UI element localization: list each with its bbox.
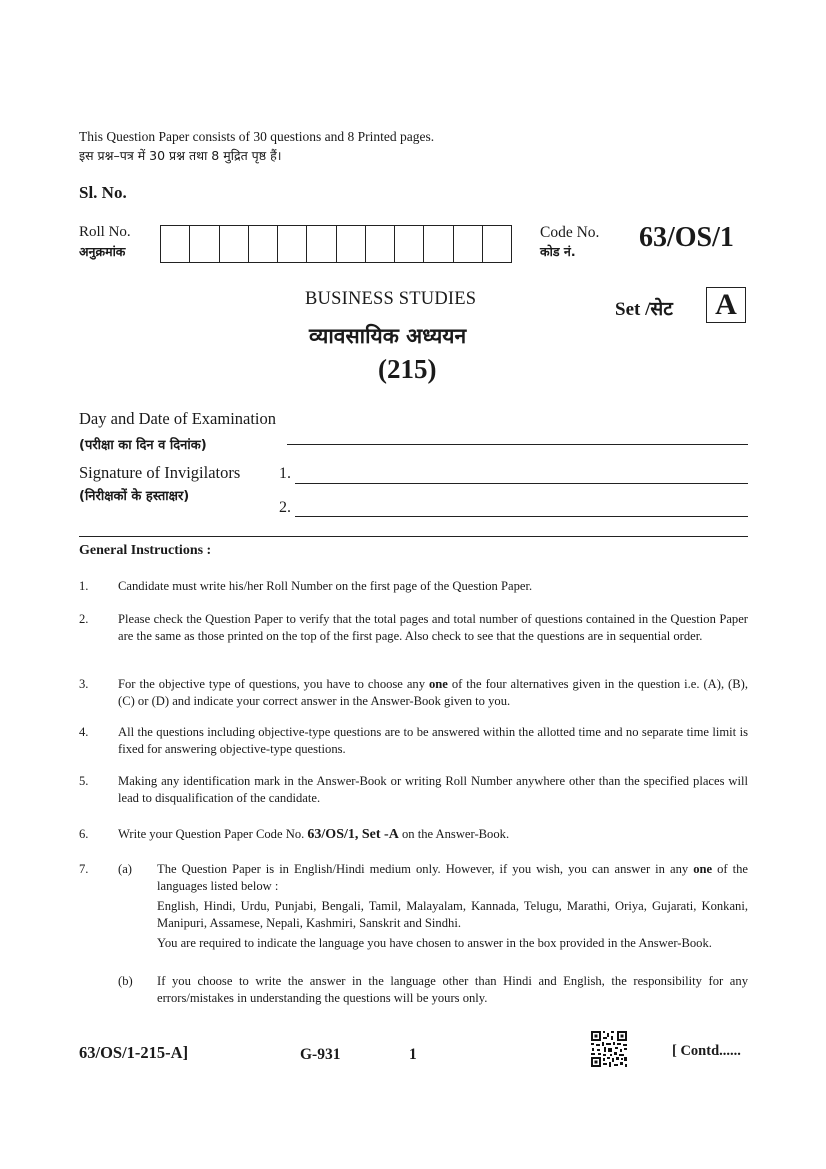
exam-date-label-hindi: (परीक्षा का दिन व दिनांक) [79, 438, 207, 453]
invigilator-signature-label-hindi: (निरीक्षकों के हस्ताक्षर) [79, 489, 190, 504]
instruction-item [79, 773, 748, 806]
instructions-heading: General Instructions : [79, 543, 212, 558]
signature-2-line[interactable] [295, 516, 748, 517]
qr-code-icon [590, 1030, 628, 1068]
roll-number-cell[interactable] [220, 226, 249, 262]
instruction-number: 3. [79, 677, 89, 691]
roll-number-cell[interactable] [278, 226, 307, 262]
instruction-7a [79, 861, 748, 956]
instruction-item [79, 724, 748, 757]
instruction-text: All the questions including objective-type questions are to be answered within the allotted time and no separate time limit is fixed for answering objective-type questions. [118, 725, 748, 756]
set-label: Set /सेट [615, 299, 673, 320]
roll-number-cell[interactable] [190, 226, 219, 262]
subject-title-hindi: व्यावसायिक अध्ययन [309, 324, 467, 348]
roll-number-cell[interactable] [249, 226, 278, 262]
roll-number-cell[interactable] [424, 226, 453, 262]
roll-number-cell[interactable] [454, 226, 483, 262]
roll-number-cell[interactable] [395, 226, 424, 262]
instruction-7b [79, 973, 748, 1010]
code-number-label: Code No. [540, 224, 600, 241]
roll-number-cell[interactable] [161, 226, 190, 262]
exam-date-line[interactable] [287, 444, 748, 445]
instruction-item [79, 611, 748, 644]
roll-number-cell[interactable] [483, 226, 511, 262]
exam-date-label: Day and Date of Examination [79, 409, 277, 428]
instruction-text: Making any identification mark in the Answer-Book or writing Roll Number anywhere other than the specified places will lead to disqualification of the candidate. [118, 774, 748, 805]
subject-title-english: BUSINESS STUDIES [305, 289, 477, 309]
instruction-7a-label: (a) [118, 862, 132, 876]
code-number-label-hindi: कोड नं. [540, 244, 576, 259]
signature-1-line[interactable] [295, 483, 748, 484]
instruction-text: Write your Question Paper Code No. 63/OS/1, Set -A on the Answer-Book. [118, 827, 510, 842]
roll-number-cell[interactable] [366, 226, 395, 262]
instruction-number: 1. [79, 579, 89, 593]
footer-page-number: 1 [409, 1046, 417, 1063]
instruction-number: 4. [79, 725, 89, 739]
instruction-item [79, 676, 748, 709]
instruction-7a-text: The Question Paper is in English/Hindi medium only. However, if you wish, you can answer in any one of the languages listed below : [157, 862, 748, 893]
instruction-number: 2. [79, 612, 89, 626]
signature-2-label: 2. [279, 499, 291, 516]
instruction-7a-note: You are required to indicate the language you have chosen to answer in the box provided in the Answer-Book. [157, 936, 712, 950]
roll-number-cell[interactable] [337, 226, 366, 262]
serial-number-label: Sl. No. [79, 183, 127, 202]
instruction-number: 7. [79, 862, 89, 876]
invigilator-signature-label: Signature of Invigilators [79, 463, 241, 482]
signature-1-label: 1. [279, 465, 291, 482]
instruction-item [79, 578, 748, 595]
instruction-item [79, 826, 748, 844]
code-number-value: 63/OS/1 [639, 222, 734, 253]
instruction-7a-languages: English, Hindi, Urdu, Punjabi, Bengali, Tamil, Malayalam, Kannada, Telugu, Marathi, Oriya, Gujarati, Konkani, Manipuri, Assamese, Nepali, Kashmiri, Sanskrit and Sindhi. [157, 899, 748, 930]
continued-indicator: [ Contd...... [672, 1043, 741, 1059]
pages-info-english: This Question Paper consists of 30 questions and 8 Printed pages. [79, 129, 435, 144]
subject-code: (215) [378, 354, 437, 384]
footer-paper-code: 63/OS/1-215-A] [79, 1043, 189, 1062]
roll-number-cell[interactable] [307, 226, 336, 262]
set-value-box: A [706, 287, 746, 323]
instruction-7b-label: (b) [118, 974, 133, 988]
roll-number-boxes[interactable] [160, 225, 512, 263]
footer-series-code: G-931 [300, 1046, 341, 1063]
roll-number-label-hindi: अनुक्रमांक [79, 244, 126, 259]
instruction-text: Candidate must write his/her Roll Number on the first page of the Question Paper. [118, 579, 533, 593]
instruction-text: Please check the Question Paper to verify that the total pages and total number of questions contained in the Question Paper are the same as those printed on the top of the first page. Also check to see that the questions are in sequential order. [118, 612, 748, 643]
pages-info-hindi: इस प्रश्न–पत्र में 30 प्रश्न तथा 8 मुद्रित पृष्ठ हैं। [79, 148, 282, 163]
instruction-number: 6. [79, 827, 89, 841]
instruction-number: 5. [79, 774, 89, 788]
section-divider [79, 536, 748, 537]
instruction-7b-text: If you choose to write the answer in the language other than Hindi and English, the responsibility for any errors/mistakes in understanding the questions will be yours only. [157, 974, 748, 1005]
roll-number-label: Roll No. [79, 224, 131, 240]
instruction-text: For the objective type of questions, you have to choose any one of the four alternatives given in the question i.e. (A), (B), (C) or (D) and indicate your correct answer in the Answer-Book given to you. [118, 677, 748, 708]
